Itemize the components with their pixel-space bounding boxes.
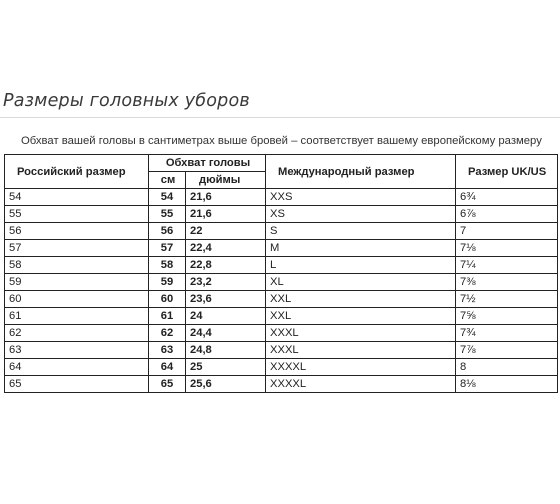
table-row [5, 291, 558, 308]
table-row [5, 274, 558, 291]
cell-uk-us-size: 8 [456, 359, 558, 376]
cell-uk-us-size: 7⅜ [456, 274, 558, 291]
cell-international-size: XXL [266, 291, 456, 308]
cell-russian-size: 55 [5, 206, 149, 223]
table-row [5, 189, 558, 206]
cell-uk-us-size: 6⅞ [456, 206, 558, 223]
cell-inches: 22,4 [186, 240, 266, 257]
cell-uk-us-size: 7¼ [456, 257, 558, 274]
cell-international-size: XXXXL [266, 376, 456, 393]
cell-inches: 25 [186, 359, 266, 376]
cell-inches: 24,4 [186, 325, 266, 342]
page-title: Размеры головных уборов [3, 91, 250, 111]
table-row [5, 325, 558, 342]
cell-international-size: XXL [266, 308, 456, 325]
cell-russian-size: 54 [5, 189, 149, 206]
cell-international-size: XXS [266, 189, 456, 206]
cell-russian-size: 65 [5, 376, 149, 393]
cell-cm: 57 [149, 240, 186, 257]
size-table-header [5, 155, 558, 189]
cell-cm: 60 [149, 291, 186, 308]
header-row [5, 155, 558, 172]
cell-russian-size: 56 [5, 223, 149, 240]
table-row [5, 359, 558, 376]
cell-russian-size: 63 [5, 342, 149, 359]
cell-inches: 21,6 [186, 206, 266, 223]
cell-cm: 64 [149, 359, 186, 376]
cell-uk-us-size: 7½ [456, 291, 558, 308]
title-bar [0, 90, 560, 118]
table-row [5, 376, 558, 393]
cell-inches: 21,6 [186, 189, 266, 206]
cell-international-size: XL [266, 274, 456, 291]
cell-cm: 54 [149, 189, 186, 206]
page-subtitle: Обхват вашей головы в сантиметрах выше бровей – соответствует вашему европейскому размеру [21, 135, 542, 147]
cell-international-size: XXXXL [266, 359, 456, 376]
cell-cm: 55 [149, 206, 186, 223]
header-uk-us-size: Размер UK/US [456, 155, 558, 189]
cell-uk-us-size: 7¾ [456, 325, 558, 342]
cell-international-size: XS [266, 206, 456, 223]
cell-international-size: XXXL [266, 325, 456, 342]
header-cm: см [149, 172, 186, 189]
cell-uk-us-size: 7 [456, 223, 558, 240]
cell-russian-size: 58 [5, 257, 149, 274]
cell-cm: 63 [149, 342, 186, 359]
cell-cm: 58 [149, 257, 186, 274]
cell-inches: 24 [186, 308, 266, 325]
table-row [5, 257, 558, 274]
size-table [4, 154, 558, 393]
header-inches: дюймы [186, 172, 266, 189]
cell-cm: 61 [149, 308, 186, 325]
cell-inches: 23,2 [186, 274, 266, 291]
table-row [5, 342, 558, 359]
cell-uk-us-size: 7⅛ [456, 240, 558, 257]
cell-inches: 23,6 [186, 291, 266, 308]
table-row [5, 308, 558, 325]
cell-inches: 25,6 [186, 376, 266, 393]
cell-russian-size: 59 [5, 274, 149, 291]
cell-international-size: L [266, 257, 456, 274]
cell-cm: 59 [149, 274, 186, 291]
header-russian-size: Российский размер [5, 155, 149, 189]
cell-inches: 22 [186, 223, 266, 240]
cell-cm: 65 [149, 376, 186, 393]
cell-inches: 22,8 [186, 257, 266, 274]
table-row [5, 223, 558, 240]
cell-uk-us-size: 6¾ [456, 189, 558, 206]
cell-russian-size: 57 [5, 240, 149, 257]
cell-cm: 56 [149, 223, 186, 240]
table-row [5, 240, 558, 257]
cell-russian-size: 64 [5, 359, 149, 376]
cell-international-size: S [266, 223, 456, 240]
cell-cm: 62 [149, 325, 186, 342]
cell-uk-us-size: 7⅝ [456, 308, 558, 325]
cell-international-size: M [266, 240, 456, 257]
cell-uk-us-size: 8⅛ [456, 376, 558, 393]
cell-russian-size: 61 [5, 308, 149, 325]
cell-russian-size: 60 [5, 291, 149, 308]
header-head-girth: Обхват головы [149, 155, 266, 172]
size-table-body [5, 189, 558, 393]
cell-uk-us-size: 7⅞ [456, 342, 558, 359]
cell-international-size: XXXL [266, 342, 456, 359]
cell-russian-size: 62 [5, 325, 149, 342]
header-international-size: Международный размер [266, 155, 456, 189]
table-row [5, 206, 558, 223]
cell-inches: 24,8 [186, 342, 266, 359]
